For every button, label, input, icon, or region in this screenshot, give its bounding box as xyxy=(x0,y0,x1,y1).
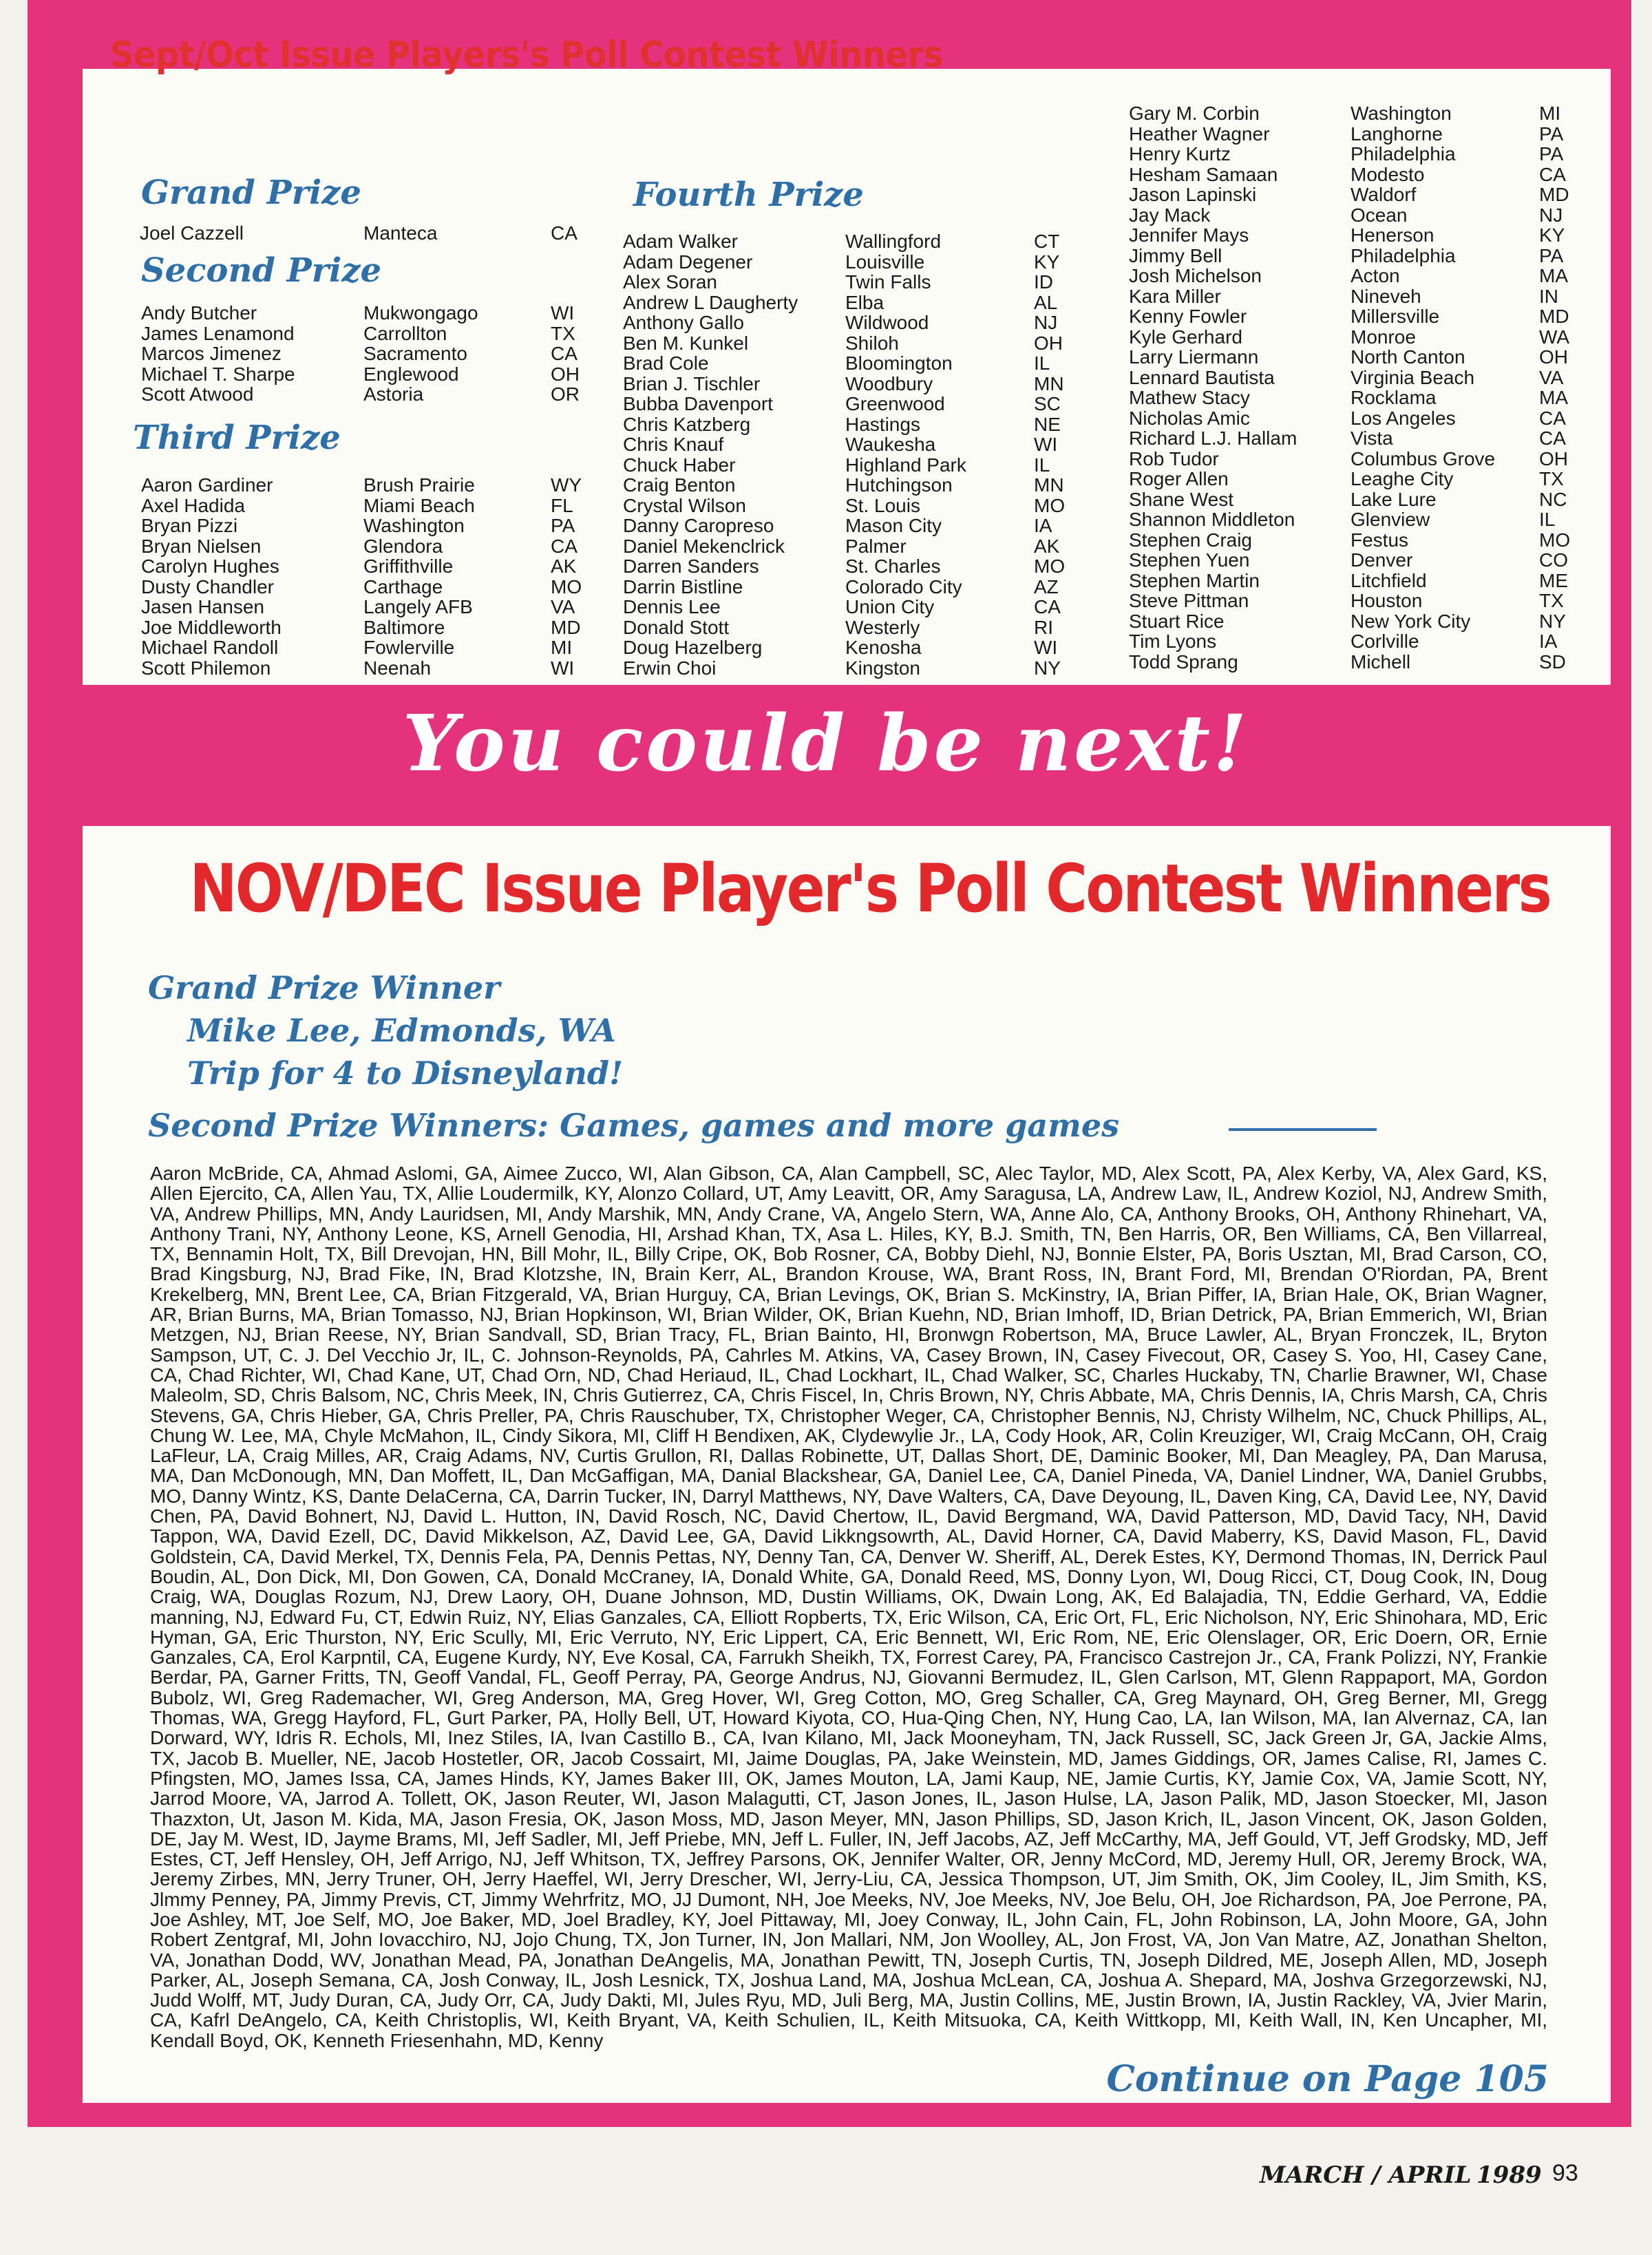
list-entry: Shiloh xyxy=(845,332,899,354)
list-entry: Monroe xyxy=(1351,326,1416,348)
list-entry: RI xyxy=(1034,616,1053,638)
list-entry: Brush Prairie xyxy=(363,474,475,496)
list-entry: Dennis Lee xyxy=(623,596,721,617)
list-entry: Vista xyxy=(1351,427,1393,449)
third-prize-cities xyxy=(363,475,475,678)
list-entry: Waukesha xyxy=(845,434,936,455)
list-entry: Rob Tudor xyxy=(1129,447,1219,469)
list-entry: Kara Miller xyxy=(1129,285,1221,307)
list-entry: MN xyxy=(1034,372,1064,394)
list-entry: Steve Pittman xyxy=(1129,590,1249,611)
list-entry: Darren Sanders xyxy=(623,555,759,577)
list-entry: New York City xyxy=(1351,610,1471,632)
list-entry: Michael Randoll xyxy=(141,637,279,658)
list-entry: IL xyxy=(1539,509,1556,530)
list-entry: SD xyxy=(1539,650,1566,673)
list-entry: OH xyxy=(1034,332,1063,354)
list-entry: Jimmy Bell xyxy=(1129,244,1222,266)
list-entry: Dusty Chandler xyxy=(141,575,274,597)
list-entry: Louisville xyxy=(845,251,925,273)
list-entry: Bloomington xyxy=(845,352,953,374)
list-entry: Waldorf xyxy=(1351,184,1417,205)
list-entry: NC xyxy=(1539,488,1567,510)
list-entry: Twin Falls xyxy=(845,271,931,293)
list-entry: Carthage xyxy=(363,575,443,597)
list-entry: Brian J. Tischler xyxy=(623,372,761,394)
list-entry: WY xyxy=(551,474,582,496)
list-entry: Langhorne xyxy=(1351,123,1443,145)
list-entry: IL xyxy=(1034,454,1050,476)
list-entry: Adam Degener xyxy=(623,251,753,273)
list-entry: Andy Butcher xyxy=(141,302,257,324)
list-entry: Donald Stott xyxy=(623,616,730,638)
list-entry: AK xyxy=(1034,535,1060,557)
list-entry: NY xyxy=(1034,657,1061,679)
list-entry: Darrin Bistline xyxy=(623,575,743,597)
list-entry: PA xyxy=(1539,143,1564,165)
list-entry: CA xyxy=(1539,427,1566,449)
list-entry: Jay Mack xyxy=(1129,204,1211,226)
list-entry: Griffithville xyxy=(363,555,454,577)
list-entry: Washington xyxy=(1351,103,1452,124)
list-entry: AZ xyxy=(1034,575,1059,597)
list-entry: NJ xyxy=(1034,312,1058,333)
list-entry: Philadelphia xyxy=(1351,143,1456,165)
list-entry: Glenview xyxy=(1351,509,1430,530)
list-entry: OR xyxy=(551,383,580,405)
list-entry: Highland Park xyxy=(845,454,966,476)
list-entry: Kenosha xyxy=(845,637,922,658)
second-prize-winners-heading: Second Prize Winners: Games, games and more games xyxy=(148,1107,1119,1144)
list-entry: Heather Wagner xyxy=(1129,123,1270,145)
fourth-prize-names-2 xyxy=(1129,103,1297,672)
list-entry: Fowlerville xyxy=(363,637,455,658)
list-entry: MO xyxy=(551,575,582,597)
list-entry: Los Angeles xyxy=(1351,407,1456,429)
list-entry: Josh Michelson xyxy=(1129,265,1262,286)
grand-prize-description: Trip for 4 to Disneyland! xyxy=(187,1055,624,1092)
list-entry: Festus xyxy=(1351,529,1409,551)
list-entry: Philadelphia xyxy=(1351,244,1456,266)
list-entry: Joe Middleworth xyxy=(141,616,282,638)
list-entry: North Canton xyxy=(1351,346,1465,368)
list-entry: Miami Beach xyxy=(363,494,475,516)
issue-year: 1989 xyxy=(1476,2161,1542,2189)
list-entry: TX xyxy=(1539,468,1564,489)
list-entry: Kenny Fowler xyxy=(1129,306,1247,327)
list-entry: Craig Benton xyxy=(623,474,736,496)
list-entry: TX xyxy=(1539,590,1564,611)
list-entry: IN xyxy=(1539,285,1558,307)
list-entry: Marcos Jimenez xyxy=(141,343,282,364)
list-entry: ME xyxy=(1539,569,1568,591)
list-entry: VA xyxy=(551,596,575,617)
list-entry: Langely AFB xyxy=(363,596,473,617)
third-prize-states xyxy=(551,475,582,678)
grand-prize-heading: Grand Prize xyxy=(141,173,361,212)
list-entry: Michell xyxy=(1351,650,1411,673)
list-entry: Wallingford xyxy=(845,231,942,252)
continue-note: Continue on Page 105 xyxy=(1106,2058,1549,2100)
slogan: You could be next! xyxy=(402,699,1250,789)
issue-label: MARCH / APRIL xyxy=(1260,2161,1472,2189)
list-entry: MI xyxy=(1539,103,1561,124)
list-entry: Joel Cazzell xyxy=(140,222,244,244)
list-entry: Erwin Choi xyxy=(623,657,717,679)
list-entry: MD xyxy=(1539,306,1569,327)
list-entry: Palmer xyxy=(845,535,907,557)
list-entry: Axel Hadida xyxy=(141,494,245,516)
heading-rule xyxy=(1229,1128,1377,1131)
list-entry: MO xyxy=(1539,529,1571,551)
list-entry: Danny Caropreso xyxy=(623,515,774,536)
list-entry: AK xyxy=(551,555,577,577)
list-entry: Bryan Nielsen xyxy=(141,535,262,557)
list-entry: Scott Philemon xyxy=(141,657,271,679)
list-entry: Hastings xyxy=(845,413,920,435)
list-entry: Jasen Hansen xyxy=(141,596,265,617)
list-entry: KY xyxy=(1034,251,1060,273)
list-entry: Woodbury xyxy=(845,372,933,394)
list-entry: Larry Liermann xyxy=(1129,346,1259,368)
list-entry: IA xyxy=(1539,631,1558,652)
list-entry: MO xyxy=(1034,555,1066,577)
list-entry: Bubba Davenport xyxy=(623,393,773,414)
list-entry: Modesto xyxy=(1351,163,1425,185)
list-entry: Neenah xyxy=(363,657,432,679)
list-entry: FL xyxy=(551,494,573,516)
list-entry: Stephen Martin xyxy=(1129,569,1260,591)
list-entry: MA xyxy=(1539,265,1568,286)
list-entry: Richard L.J. Hallam xyxy=(1129,427,1298,449)
list-entry: St. Charles xyxy=(845,555,941,577)
grand-prize-names xyxy=(140,223,244,244)
list-entry: Chuck Haber xyxy=(623,454,736,476)
grand-prize-cities xyxy=(363,223,437,244)
list-entry: Stephen Craig xyxy=(1129,529,1253,551)
second-prize-cities xyxy=(363,303,478,405)
list-entry: Wildwood xyxy=(845,312,929,333)
list-entry: WI xyxy=(551,657,575,679)
list-entry: KY xyxy=(1539,224,1565,246)
list-entry: Astoria xyxy=(363,383,424,405)
list-entry: Todd Sprang xyxy=(1129,650,1238,673)
fourth-prize-states-1 xyxy=(1034,231,1065,678)
list-entry: St. Louis xyxy=(845,494,920,516)
list-entry: Mukwongago xyxy=(363,302,478,324)
list-entry: PA xyxy=(1539,244,1564,266)
list-entry: Stuart Rice xyxy=(1129,610,1225,632)
list-entry: NE xyxy=(1034,413,1061,435)
list-entry: NJ xyxy=(1539,204,1563,226)
list-entry: Gary M. Corbin xyxy=(1129,103,1260,124)
third-prize-heading: Third Prize xyxy=(133,419,341,457)
list-entry: Corlville xyxy=(1351,631,1419,652)
list-entry: IL xyxy=(1034,352,1050,374)
list-entry: Kyle Gerhard xyxy=(1129,326,1242,348)
list-entry: WA xyxy=(1539,326,1570,348)
second-prize-heading: Second Prize xyxy=(141,251,382,290)
list-entry: MD xyxy=(1539,184,1569,205)
list-entry: VA xyxy=(1539,366,1564,388)
list-entry: Denver xyxy=(1351,549,1413,571)
list-entry: SC xyxy=(1034,393,1061,414)
list-entry: Andrew L Daugherty xyxy=(623,291,798,313)
list-entry: Acton xyxy=(1351,265,1400,286)
list-entry: Brad Cole xyxy=(623,352,709,374)
list-entry: NY xyxy=(1539,610,1566,632)
list-entry: Sacramento xyxy=(363,343,467,364)
list-entry: Carrollton xyxy=(363,322,447,344)
list-entry: Greenwood xyxy=(845,393,945,414)
list-entry: Carolyn Hughes xyxy=(141,555,279,577)
list-entry: PA xyxy=(551,515,575,536)
list-entry: WI xyxy=(1034,637,1058,658)
list-entry: OH xyxy=(551,363,580,385)
list-entry: CA xyxy=(1539,407,1566,429)
list-entry: Mason City xyxy=(845,515,942,536)
list-entry: WI xyxy=(1034,434,1058,455)
list-entry: Elba xyxy=(845,291,885,313)
list-entry: Roger Allen xyxy=(1129,468,1229,489)
list-entry: Glendora xyxy=(363,535,443,557)
list-entry: Hutchingson xyxy=(845,474,953,496)
list-entry: Adam Walker xyxy=(623,231,739,252)
list-entry: CO xyxy=(1539,549,1568,571)
list-entry: Nicholas Amic xyxy=(1129,407,1250,429)
second-prize-names-list: Aaron McBride, CA, Ahmad Aslomi, GA, Aimee Zucco, WI, Alan Gibson, CA, Alan Campbell, SC, Alec Taylor, MD, Alex Scott, PA, Alex Kerby, VA, Alex Gard, KS, Allen Ejercito, CA, Allen Yau, TX, Allie Loudermilk, KY, Alonzo Collard, UT, Amy Leavitt, OR, Amy Saragusa, LA, Andrew Law, IL, Andrew Koziol, NJ, Andrew Smith, VA, Andrew Phillips, MN, Andy Lauridsen, MI, Andy Marshik, MN, Andy Crane, VA, Angelo Stern, WA, Anne Alo, CA, Anthony Brooks, OH, Anthony Rhinehart, VA, Anthony Trani, NY, Anthony Leone, KS, Arnell Genodia, HI, Arshad Khan, TX, Asa L. Hiles, KY, B.J. Smith, TN, Ben Harris, OR, Ben Williams, CA, Ben Villarreal, TX, Bennamin Holt, TX, Bill Drevojan, HN, Bill Mohr, IL, Billy Cripe, OK, Bob Rosner, CA, Bobby Diehl, NJ, Bonnie Elster, PA, Boris Usztan, MI, Brad Carson, CO, Brad Kingsburg, NJ, Brad Fike, IN, Brad Klotzshe, IN, Brain Kerr, AL, Brandon Krouse, WA, Brant Ross, IN, Brant Ford, MI, Brendan O'Riordan, PA, Brent Krekelberg, MN, Brent Lee, CA, Brian Fitzgerald, VA, Brian Hurguy, CA, Brian Levings, OK, Brian S. McKinstry, IA, Brian Piffer, IA, Brian Hale, OK, Brian Wagner, AR, Brian Burns, MA, Brian Tomasso, NJ, Brian Hopkinson, WI, Brian Wilder, OK, Brian Kuehn, ND, Brian Imhoff, ID, Brian Detrick, PA, Brian Emmerich, WI, Brian Metzgen, NJ, Brian Reese, NY, Brian Sandvall, SD, Brian Tracy, FL, Brian Bainto, HI, Bronwgn Robertson, MA, Bruce Lawler, AL, Bryan Fronczek, IL, Bryton Sampson, UT, C. J. Del Vecchio Jr, IL, C. Johnson-Reynolds, PA, Cahrles M. Atkins, VA, Casey Brown, IN, Casey Fivecout, OR, Casey S. Yoo, HI, Casey Cane, CA, Chad Richter, WI, Chad Kane, UT, Chad Orn, ND, Chad Heriaud, IL, Chad Lockhart, IL, Chad Walker, SC, Charles Huckaby, TN, Charlie Brawner, WI, Chase Maleolm, SD, Chris Balsom, NC, Chris Meek, IN, Chris Gutierrez, CA, Chris Fiscel, In, Chris Brown, NY, Chris Abbate, MA, Chris Dennis, IA, Chris Marsh, CA, Chris Stevens, GA, Chris Hieber, GA, Chris Preller, PA, Chris Rauschuber, TX, Christopher Weger, CA, Christopher Bennis, NJ, Christy Wilhelm, NC, Chuck Phillips, AL, Chung W. Lee, MA, Chyle McMahon, IL, Cindy Sikora, MI, Cliff H Bendixen, AK, Clydewylie Jr., LA, Cody Hook, AR, Colin Kreuziger, WI, Craig McCann, OH, Craig LaFleur, LA, Craig Milles, AR, Craig Adams, NV, Curtis Grullon, RI, Dallas Robinette, UT, Dallas Short, DE, Daminic Booker, MI, Dan Meagley, PA, Dan Marusa, MA, Dan McDonough, MN, Dan Moffett, IL, Dan McGaffigan, MA, Danial Blackshear, GA, Daniel Lee, CA, Daniel Pineda, VA, Daniel Lindner, WA, Daniel Grubbs, MO, Danny Wintz, KS, Dante DelaCerna, CA, Darrin Tucker, IN, Darryl Matthews, NY, Dave Walters, CA, Dave Deyoung, IL, Daven King, CA, David Lee, NY, David Chen, PA, David Bohnert, NJ, David L. Hutton, IN, David Rosch, NC, David Chertow, IL, David Bergmand, WA, David Patterson, MD, David Tacy, NH, David Tappon, WA, David Ezell, DC, David Mikkelson, AZ, David Lee, GA, David Likkngsowrth, AL, David Horner, CA, David Maberry, KS, David Mason, FL, David Goldstein, CA, David Merkel, TX, Dennis Fela, PA, Dennis Pettas, NY, Denny Tan, CA, Denver W. Sheriff, AL, Derek Estes, KY, Dermond Thomas, IN, Derrick Paul Boudin, AL, Don Dick, MI, Don Gowen, CA, Donald McCraney, IA, Donald White, GA, Donald Reed, MS, Donny Lyon, WI, Doug Ricci, CT, Doug Cook, IN, Doug Craig, WA, Douglas Rozum, NJ, Drew Laory, OH, Duane Johnson, MD, Dustin Williams, OK, Dwain Long, AK, Ed Balajadia, TN, Eddie Gerhard, VA, Eddie manning, NJ, Edward Fu, CT, Edwin Ruiz, NY, Elias Ganzales, CA, Elliott Ropberts, TX, Eric Wilson, CA, Eric Ort, FL, Eric Nicholson, NY, Eric Shinohara, MD, Eric Hyman, GA, Eric Thurston, NY, Eric Scully, MI, Eric Verruto, NY, Eric Lippert, CA, Eric Bennett, WI, Eric Rom, NE, Eric Olenslager, OR, Eric Doern, OR, Ernie Ganzales, CA, Erol Karpntil, CA, Eugene Kurdy, NY, Eve Kosal, CA, Farrukh Sheikh, TX, Forrest Carey, PA, Francisco Castrejon Jr., CA, Frank Polizzi, NY, Frankie Berdar, PA, Garner Fritts, TN, Geoff Vandal, FL, Geoff Perray, PA, George Andrus, NJ, Giovanni Bermudez, IL, Glen Carlson, MT, Glenn Rappaport, MA, Gordon Bubolz, WI, Greg Rademacher, WI, Greg Anderson, MA, Greg Hover, WI, Greg Cotton, MO, Greg Schaller, CA, Greg Maynard, OH, Greg Berner, MI, Gregg Thomas, WA, Gregg Hayford, FL, Gurt Parker, PA, Holly Bell, UT, Howard Kiyota, CO, Hua-Qing Chen, NY, Hung Cao, LA, Ian Wilson, MA, Ian Alvernaz, CA, Ian Dorward, WY, Idris R. Echols, MI, Inez Stiles, IA, Ivan Castillo B., CA, Ivan Kilano, MI, Jack Mooneyham, TN, Jack Russell, SC, Jack Green Jr, GA, Jackie Alms, TX, Jacob B. Mueller, NE, Jacob Hostetler, OR, Jacob Cossairt, MI, Jaime Douglas, PA, Jake Weinstein, MD, James Giddings, OR, James Calise, RI, James C. Pfingsten, MO, James Issa, CA, James Hinds, KY, James Baker III, OK, James Mouton, LA, Jami Kaup, NE, Jamie Curtis, KY, Jamie Cox, VA, Jamie Scott, NY, Jarrod Moore, VA, Jarrod A. Tollett, OK, Jason Reuter, WI, Jason Malagutti, CT, Jason Jones, IL, Jason Hulse, LA, Jason Palik, MD, Jason Stoecker, MI, Jason Thazxton, Ut, Jason M. Kida, MA, Jason Fresia, OK, Jason Moss, MD, Jason Meyer, MN, Jason Phillips, SD, Jason Krich, IL, Jason Vincent, OK, Jason Golden, DE, Jay M. West, ID, Jayme Brams, MI, Jeff Sadler, MI, Jeff Priebe, MN, Jeff L. Fuller, IN, Jeff Jacobs, AZ, Jeff McCarthy, MA, Jeff Gould, VT, Jeff Grodsky, MD, Jeff Estes, CT, Jeff Hensley, OH, Jeff Arrigo, NJ, Jeff Whitson, TX, Jeffrey Parsons, OK, Jennifer Walter, OR, Jenny McCord, MD, Jeremy Hull, OR, Jeremy Brock, WA, Jeremy Zirbes, MN, Jerry Truner, OH, Jerry Haeffel, WI, Jerry Drescher, WI, Jerry-Liu, CA, Jessica Thompson, UT, Jim Smith, OK, Jim Cooley, IL, Jim Smith, KS, Jlmmy Penney, PA, Jimmy Previs, CT, Jimmy Wehrfritz, MO, JJ Dumont, NH, Joe Meeks, NV, Joe Meeks, NV, Joe Belu, OH, Joe Richardson, PA, Joe Perrone, PA, Joe Ashley, MT, Joe Self, MO, Joe Baker, MD, Joel Bradley, KY, Joel Pittaway, MI, Joey Conway, IL, John Cain, FL, John Robinson, LA, John Moore, GA, John Robert Zentgraf, MI, John Iovacchiro, NJ, Jojo Chung, TX, Jon Turner, IN, Jon Mallari, NM, Jon Woolley, AL, Jon Frost, VA, Jon Van Matre, AZ, Jonathan Shelton, VA, Jonathan Dodd, WV, Jonathan Mead, PA, Jonathan DeAngelis, MA, Jonathan Pewitt, TN, Joseph Curtis, TN, Joseph Dildred, ME, Joseph Allen, MD, Joseph Parker, AL, Joseph Semana, CA, Josh Conway, IL, Josh Lesnick, TX, Joshua Land, MA, Joshua McLean, CA, Joshua A. Shepard, MA, Joshva Grzegorzewski, NJ, Judd Wolff, MT, Judy Duran, CA, Judy Orr, CA, Judy Dakti, MI, Jules Ryu, MD, Juli Berg, MA, Justin Collins, ME, Justin Brown, IA, Justin Rackley, VA, Jvier Marin, CA, Kafrl DeAngelo, CA, Keith Christoplis, WI, Keith Bryant, VA, Keith Schulien, IL, Keith Mitsuoka, CA, Keith Wittkopp, MI, Keith Wall, IN, Ken Uncapher, MI, Kendall Boyd, OK, Kenneth Friesenhahn, MD, Kenny xyxy=(150,1163,1547,2051)
list-entry: TX xyxy=(551,322,575,344)
fourth-prize-cities-1 xyxy=(845,231,966,678)
list-entry: Henry Kurtz xyxy=(1129,143,1231,165)
list-entry: Columbus Grove xyxy=(1351,447,1496,469)
list-entry: Michael T. Sharpe xyxy=(141,363,295,385)
list-entry: Nineveh xyxy=(1351,285,1421,307)
sept-oct-title: Sept/Oct Issue Players's Poll Contest Winners xyxy=(110,34,943,76)
list-entry: Rocklama xyxy=(1351,387,1437,408)
list-entry: Kingston xyxy=(845,657,920,679)
list-entry: Litchfield xyxy=(1351,569,1427,591)
list-entry: MI xyxy=(551,637,573,658)
list-entry: AL xyxy=(1034,291,1058,313)
grand-prize-winner-name: Mike Lee, Edmonds, WA xyxy=(187,1012,616,1049)
list-entry: OH xyxy=(1539,346,1568,368)
list-entry: Englewood xyxy=(363,363,459,385)
list-entry: Aaron Gardiner xyxy=(141,474,273,496)
third-prize-names xyxy=(141,475,282,678)
list-entry: Alex Soran xyxy=(623,271,717,293)
list-entry: Ocean xyxy=(1351,204,1408,226)
list-entry: MA xyxy=(1539,387,1568,408)
list-entry: Leaghe City xyxy=(1351,468,1454,489)
list-entry: Union City xyxy=(845,596,935,617)
list-entry: Tim Lyons xyxy=(1129,631,1217,652)
grand-prize-winner-label: Grand Prize Winner xyxy=(148,969,500,1006)
grand-prize-states xyxy=(551,223,578,244)
list-entry: James Lenamond xyxy=(141,322,295,344)
list-entry: Chris Knauf xyxy=(623,434,724,455)
list-entry: MD xyxy=(551,616,581,638)
list-entry: MN xyxy=(1034,474,1064,496)
list-entry: Hesham Samaan xyxy=(1129,163,1278,185)
list-entry: Jason Lapinski xyxy=(1129,184,1257,205)
list-entry: Westerly xyxy=(845,616,920,638)
list-entry: Colorado City xyxy=(845,575,962,597)
list-entry: Bryan Pizzi xyxy=(141,515,238,536)
list-entry: Doug Hazelberg xyxy=(623,637,763,658)
list-entry: Shane West xyxy=(1129,488,1234,510)
list-entry: Ben M. Kunkel xyxy=(623,332,749,354)
list-entry: MO xyxy=(1034,494,1066,516)
list-entry: OH xyxy=(1539,447,1568,469)
fourth-prize-names-1 xyxy=(623,231,798,678)
list-entry: CA xyxy=(551,222,578,244)
second-prize-names xyxy=(141,303,295,405)
list-entry: CA xyxy=(551,343,578,364)
list-entry: CT xyxy=(1034,231,1060,252)
fourth-prize-states-2 xyxy=(1539,103,1570,672)
fourth-prize-cities-2 xyxy=(1351,103,1495,672)
list-entry: CA xyxy=(1034,596,1061,617)
list-entry: Shannon Middleton xyxy=(1129,509,1295,530)
list-entry: PA xyxy=(1539,123,1564,145)
list-entry: Stephen Yuen xyxy=(1129,549,1250,571)
list-entry: CA xyxy=(551,535,578,557)
list-entry: Millersville xyxy=(1351,306,1440,327)
list-entry: Anthony Gallo xyxy=(623,312,744,333)
nov-dec-title: NOV/DEC Issue Player's Poll Contest Winners xyxy=(189,850,1551,927)
page-number: 93 xyxy=(1552,2160,1578,2186)
list-entry: Lennard Bautista xyxy=(1129,366,1275,388)
list-entry: Virginia Beach xyxy=(1351,366,1475,388)
list-entry: Lake Lure xyxy=(1351,488,1437,510)
list-entry: Chris Katzberg xyxy=(623,413,751,435)
list-entry: Mathew Stacy xyxy=(1129,387,1250,408)
list-entry: WI xyxy=(551,302,575,324)
list-entry: Crystal Wilson xyxy=(623,494,746,516)
list-entry: Washington xyxy=(363,515,465,536)
second-prize-states xyxy=(551,303,580,405)
list-entry: ID xyxy=(1034,271,1053,293)
list-entry: Scott Atwood xyxy=(141,383,254,405)
list-entry: IA xyxy=(1034,515,1052,536)
list-entry: Daniel Mekenclrick xyxy=(623,535,785,557)
list-entry: CA xyxy=(1539,163,1566,185)
list-entry: Manteca xyxy=(363,222,438,244)
list-entry: Henerson xyxy=(1351,224,1434,246)
list-entry: Jennifer Mays xyxy=(1129,224,1249,246)
list-entry: Baltimore xyxy=(363,616,445,638)
list-entry: Houston xyxy=(1351,590,1423,611)
fourth-prize-heading: Fourth Prize xyxy=(633,176,864,214)
